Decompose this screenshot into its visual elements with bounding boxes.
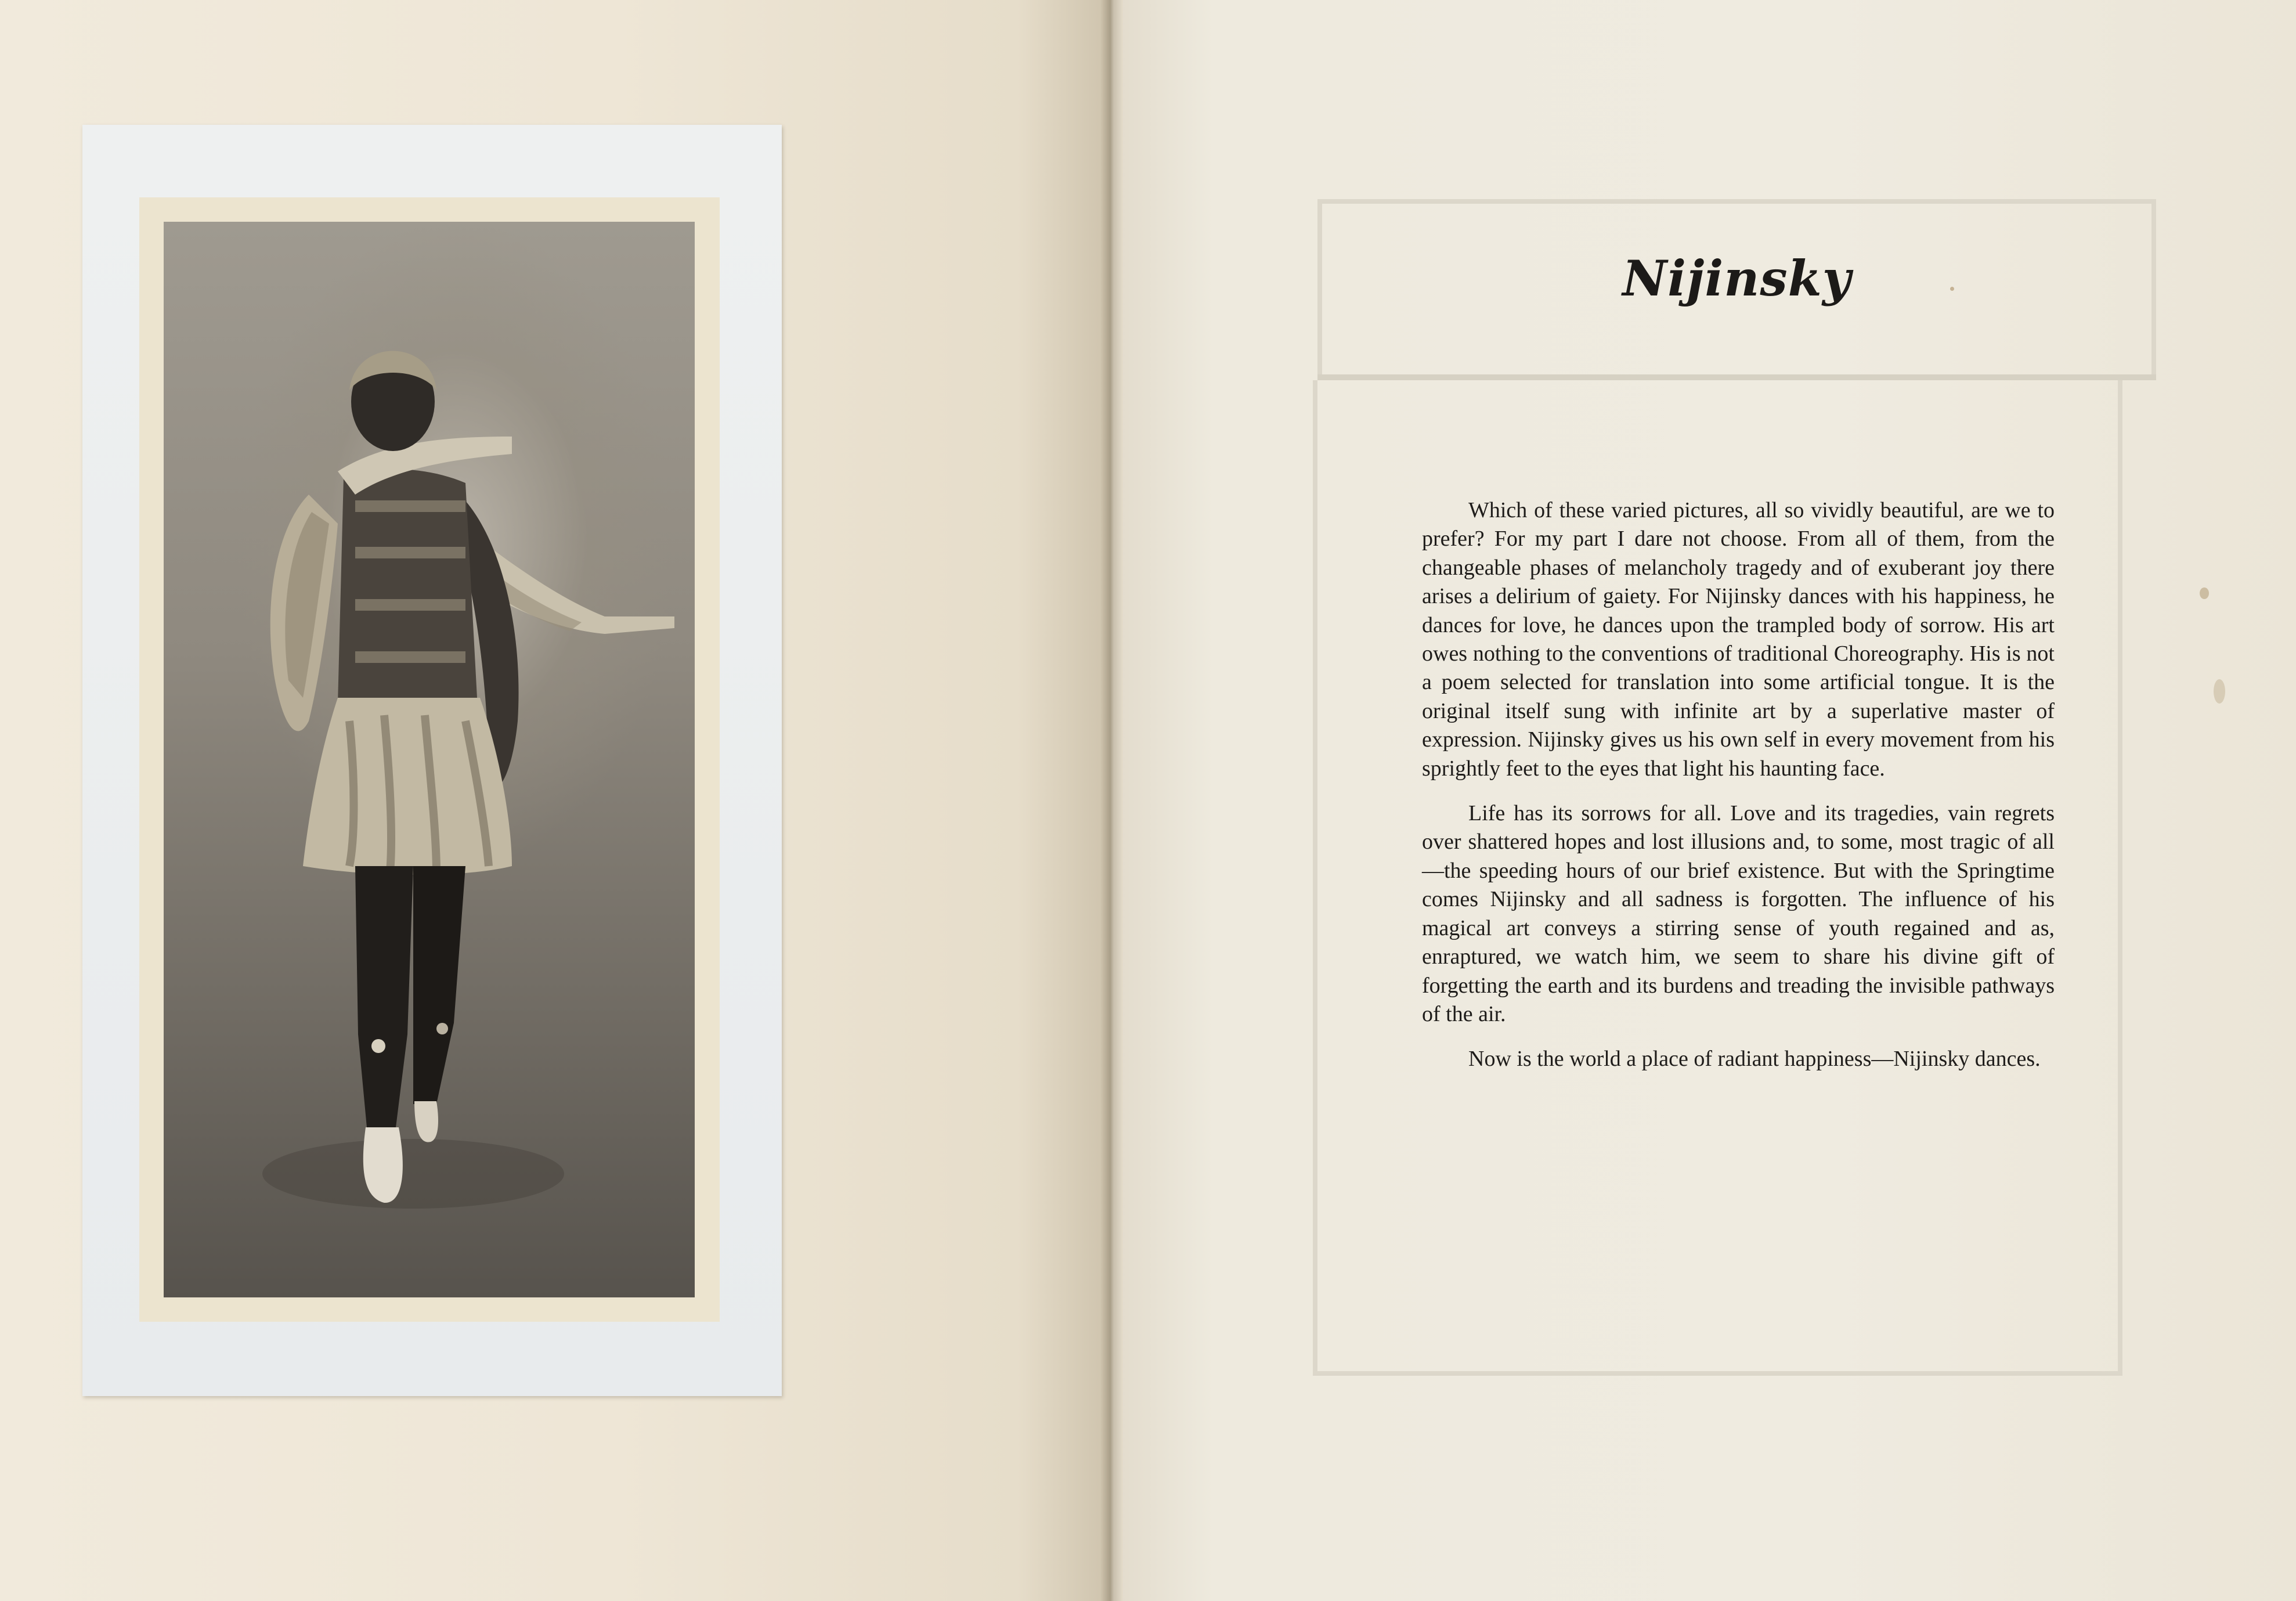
book-gutter bbox=[1100, 0, 1123, 1601]
foxing-spot bbox=[2214, 679, 2225, 704]
photo-mount bbox=[139, 197, 720, 1322]
paragraph-2: Life has its sorrows for all. Love and its tragedies, vain regrets over shattered hopes and lost illusions and, to some, most tragic of all—the speeding hours of our brief existence. But with the Springtime comes Nijinsky and all sadness is forgotten. The influence of his magical art conveys a stirring sense of youth regained and as, enraptured, we watch him, we seem to share his divine gift of forgetting the earth and its burdens and treading the invisible pathways of the air. bbox=[1422, 801, 2055, 1026]
page-title: Nijinsky bbox=[1622, 250, 1851, 307]
body-text bbox=[1422, 496, 2055, 1090]
foxing-spot bbox=[2200, 587, 2209, 599]
paragraph-1: Which of these varied pictures, all so vividly beautiful, are we to prefer? For my part I dare not choose. From all of them, from the changeable phases of melancholy tragedy and of exuberant joy there arises a delirium of gaiety. For Nijinsky dances with his happiness, he dances for love, he dances upon the trampled body of sorrow. His art owes nothing to the conventions of traditional Choreography. His is not a poem selected for translation into some artificial tongue. It is the original itself sung with infinite art by a superlative master of expression. Nijinsky gives us his own self in every movement from his sprightly feet to the eyes that light his haunting face. bbox=[1422, 498, 2055, 781]
dancer-photograph-icon bbox=[164, 222, 695, 1297]
title-divider bbox=[1317, 374, 2156, 380]
photo-plate bbox=[82, 125, 782, 1396]
dancer-figure-icon bbox=[164, 222, 695, 1297]
foxing-spot bbox=[1950, 287, 1954, 291]
paragraph-3: Now is the world a place of radiant happiness—Nijinsky dances. bbox=[1468, 1047, 2041, 1072]
